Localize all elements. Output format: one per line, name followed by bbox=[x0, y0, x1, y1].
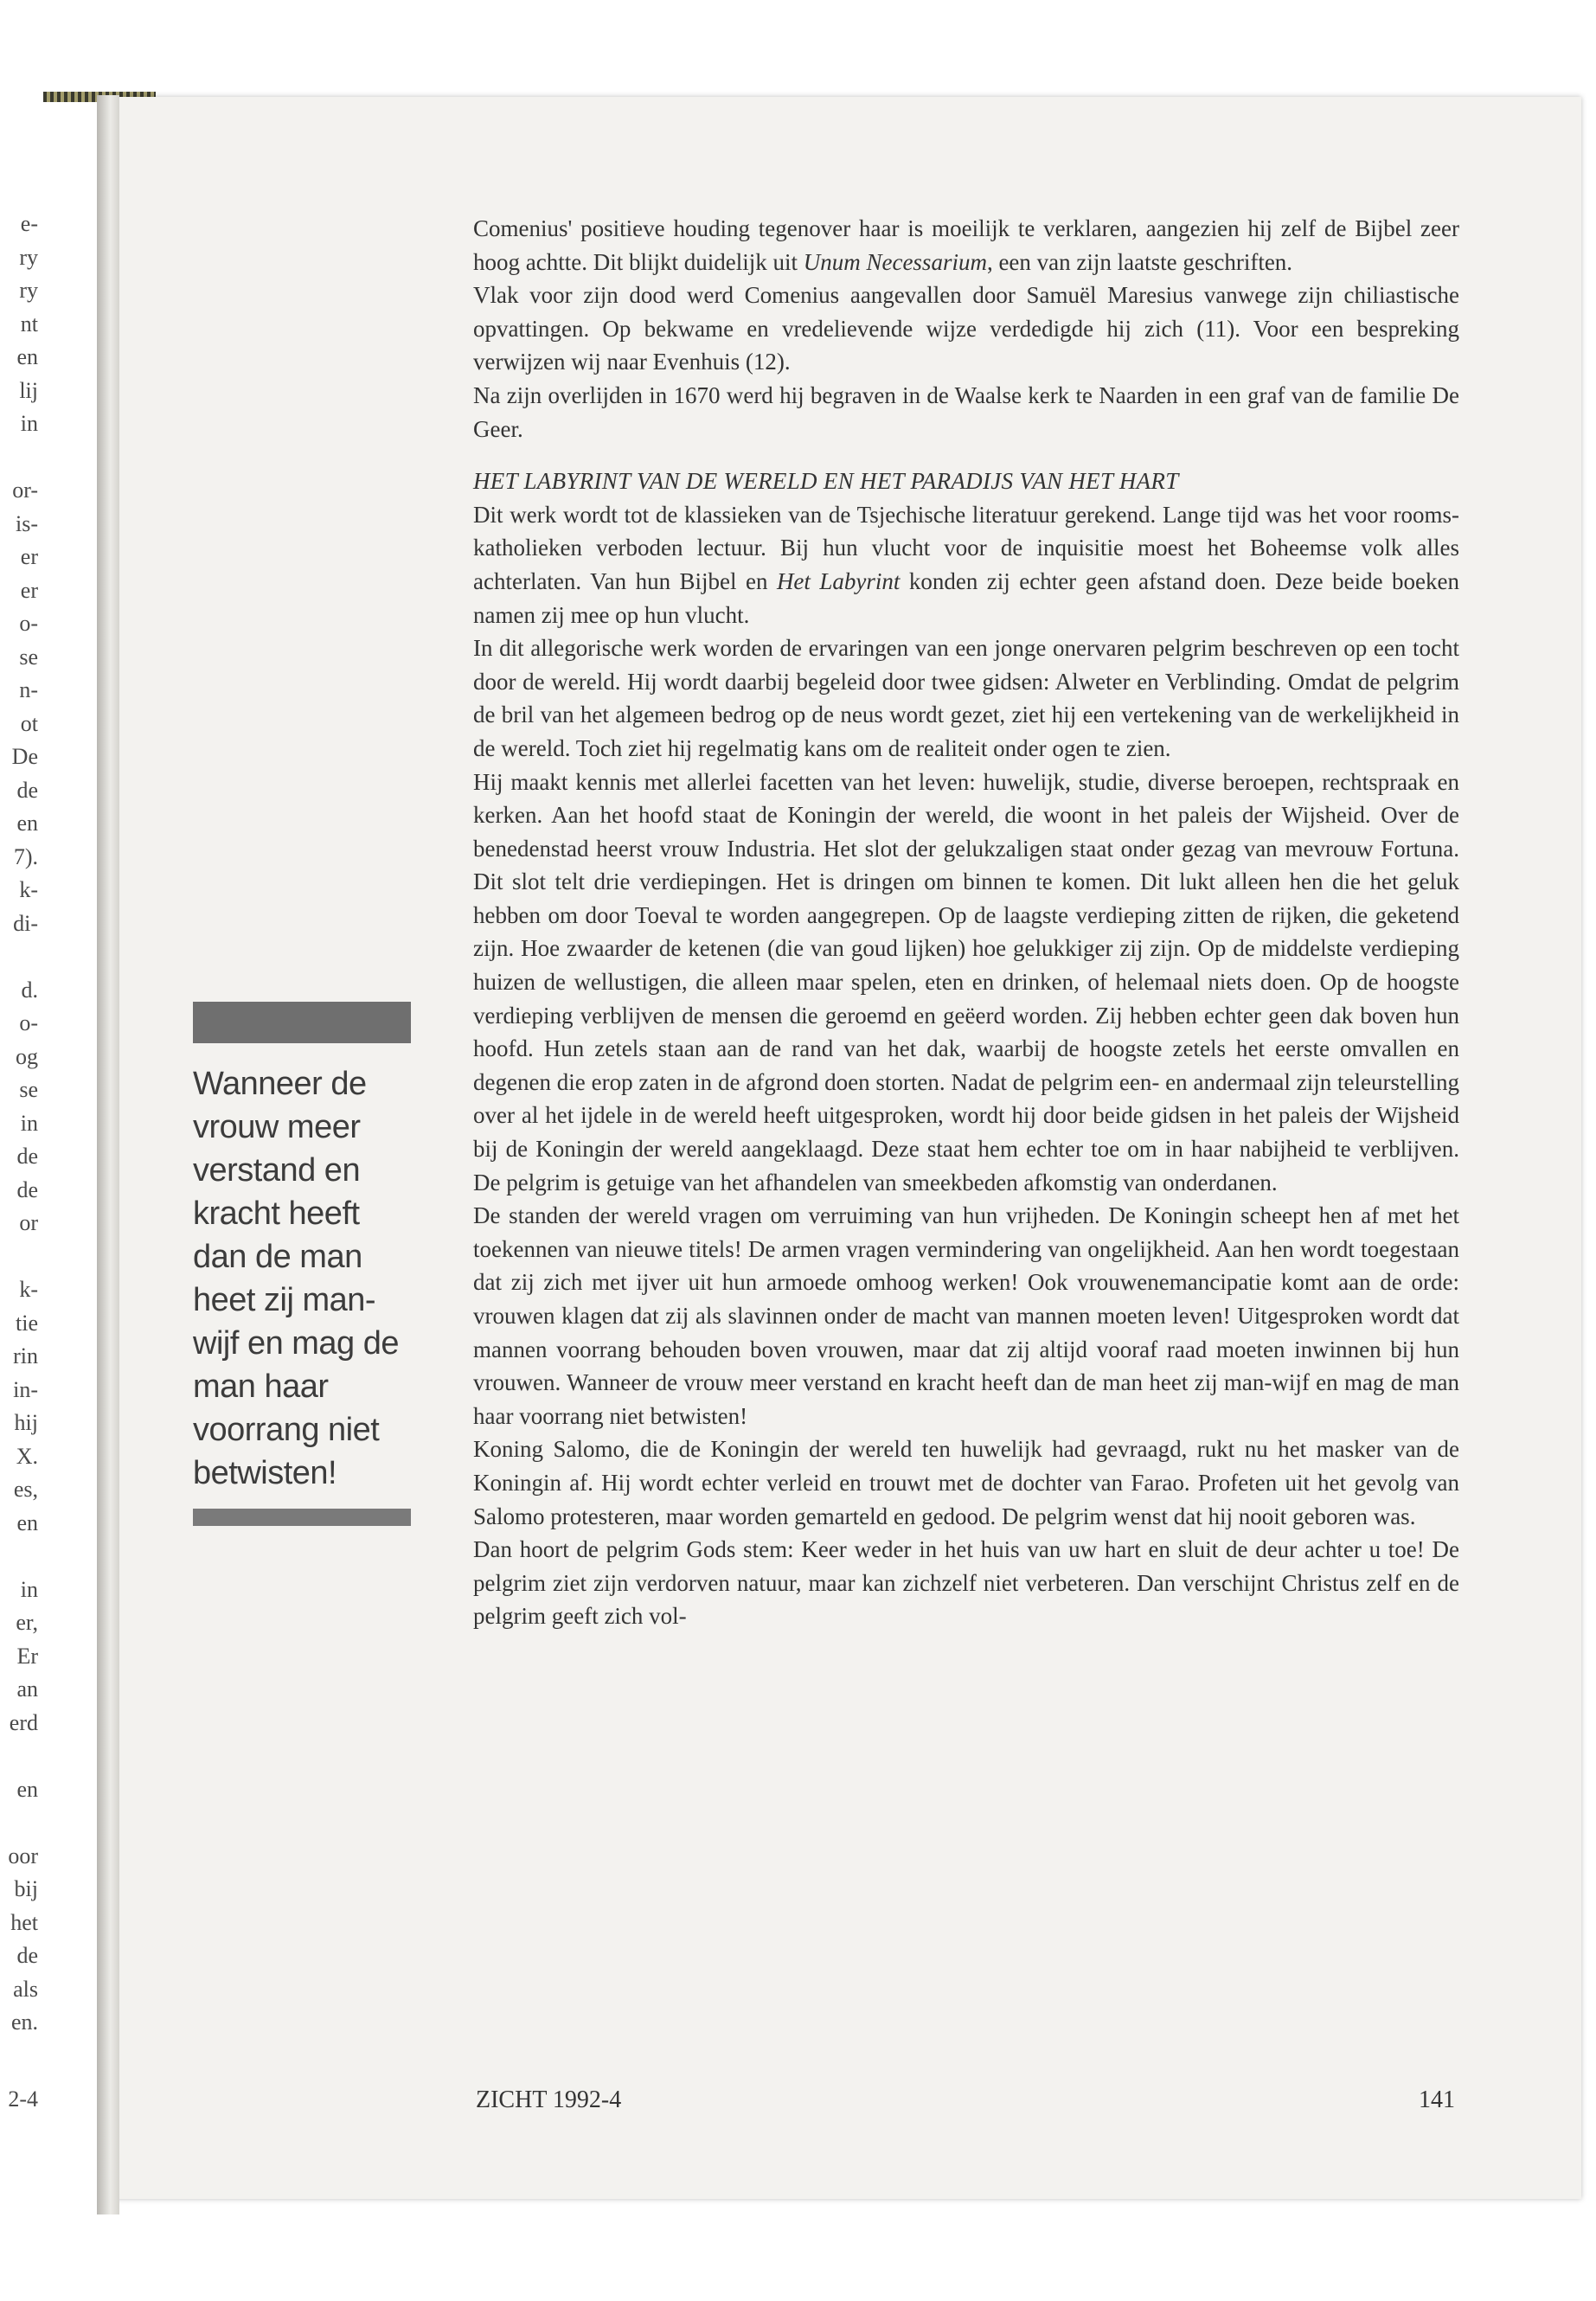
margin-fragment: in- bbox=[13, 1376, 38, 1402]
margin-fragment: hij bbox=[14, 1410, 38, 1435]
pull-quote bbox=[193, 1002, 418, 1526]
paragraph: Koning Salomo, die de Koningin der wereld ten huwelijk had gevraagd, rukt nu het masker van de Koningin af. Hij wordt echter verleid en trouwt met de dochter van Farao. Profeten uit het gevolg van Salomo protesteren, maar worden gemarteld en gedood. De pelgrim wenst dat hij nooit geboren was. bbox=[473, 1436, 1459, 1529]
margin-fragment bbox=[0, 1806, 38, 1840]
paragraph: In dit allegorische werk worden de ervaringen van een jonge onervaren pelgrim beschreven op een tocht door de wereld. Hij wordt daarbij begeleid door twee gidsen: Alweter en Verblinding. Omdat de pelgrim de bril van het algemeen bedrog op de neus wordt gezet, ziet hij een vertekening van de werkelijkheid in de wereld. Toch ziet hij regelmatig kans om de realiteit onder ogen te zien. bbox=[473, 635, 1459, 761]
margin-fragment: erd bbox=[9, 1709, 38, 1735]
margin-fragment bbox=[0, 441, 38, 475]
margin-fragment: se bbox=[19, 1077, 38, 1102]
margin-fragment: o- bbox=[19, 1010, 38, 1035]
paragraph: Vlak voor zijn dood werd Comenius aangevallen door Samuël Maresius vanwege zijn chiliastische opvattingen. Op bekwame en vredelievende wijze verdedigde hij zich (11). Voor een bespreking verwijzen wij naar Evenhuis (12). bbox=[473, 282, 1459, 375]
margin-fragment: an bbox=[16, 1676, 38, 1702]
margin-fragment: 7). bbox=[13, 843, 38, 869]
paragraph: Dit werk wordt tot de klassieken van de Tsjechische literatuur gerekend. Lange tijd was het voor rooms-katholieken verboden lectuur. Bij hun vlucht voor de inquisitie moest het Boheemse volk alles achterlaten. Van hun Bijbel en Het Labyrint konden zij echter geen afstand doen. Deze beide boeken namen zij mee op hun vlucht. bbox=[473, 501, 1459, 628]
margin-fragment: di- bbox=[13, 910, 38, 936]
margin-fragment: k- bbox=[19, 877, 38, 902]
paragraph: Na zijn overlijden in 1670 werd hij begraven in de Waalse kerk te Naarden in een graf van de familie De Geer. bbox=[473, 381, 1459, 442]
margin-fragment: or bbox=[19, 1210, 38, 1235]
margin-fragment: es, bbox=[13, 1477, 38, 1502]
margin-fragment: e- bbox=[20, 211, 38, 236]
section-heading: HET LABYRINT VAN DE WERELD EN HET PARADIJS VAN HET HART bbox=[473, 468, 1179, 495]
margin-fragment: bij bbox=[14, 1876, 38, 1901]
pull-quote-top-bar bbox=[193, 1002, 411, 1043]
margin-fragment: is- bbox=[16, 510, 38, 536]
margin-fragment: d. bbox=[21, 977, 38, 1003]
page-number: 141 bbox=[1419, 2086, 1455, 2113]
paragraph: Comenius' positieve houding tegenover haar is moeilijk te verklaren, aangezien hij zelf de Bijbel zeer hoog achtte. Dit blijkt duidelijk uit Unum Necessarium, een van zijn laatste geschriften. bbox=[473, 215, 1459, 275]
pull-quote-text: Wanneer de vrouw meer verstand en kracht heeft dan de man heet zij man-wijf en mag de man haar voorrang niet betwisten! bbox=[193, 1066, 400, 1491]
margin-fragment: in bbox=[20, 411, 38, 436]
margin-fragment bbox=[0, 1240, 38, 1274]
book-title: Het Labyrint bbox=[776, 567, 901, 594]
margin-fragment: en bbox=[16, 811, 38, 836]
margin-fragment: o- bbox=[19, 611, 38, 636]
margin-fragment: er bbox=[20, 577, 38, 603]
paragraph: Hij maakt kennis met allerlei facetten van het leven: huwelijk, studie, diverse beroepen, rechtspraak en kerken. Aan het hoofd staat de Koningin der wereld, die woont in het paleis der Wijsheid. Over de benedenstad heerst vrouw Industria. Het slot der gelukzaligen staat onder gezag van mevrouw Fortuna. Dit slot telt drie verdiepingen. Het is dringen om binnen te komen. Dit lukt alleen hen die het geluk hebben om door Toeval te worden aangegrepen. Op de laagste verdieping zitten de rijken, die geketend zijn. Hoe zwaarder de ketenen (die van goud lijken) hoe gelukkiger zij zijn. Op de middelste verdieping huizen de wellustigen, die alleen maar spelen, eten en drinken, of helemaal niets doen. Op de hoogste verdieping verblijven de mensen die geroemd en geëerd worden. Zij hebben echter geen dak boven hun hoofd. Hun zetels staan aan de rand van het dak, waarbij de hoogste zetels het eerste omvallen en degenen die erop zaten in de afgrond doen storten. Nadat de pelgrim een- en andermaal zijn teleurstelling over al het ijdele in de wereld heeft uitgesproken, wordt hij door beide gidsen in het paleis der Wijsheid bij de Koningin der wereld aangeklaagd. Deze staat hem echter toe om in haar nabijheid te verblijven. De pelgrim is getuige van het afhandelen van smeekbeden afkomstig van onderdanen. bbox=[473, 768, 1459, 1195]
margin-fragment: het bbox=[10, 1909, 38, 1935]
margin-fragment: rin bbox=[13, 1343, 38, 1368]
margin-fragment: or- bbox=[12, 478, 38, 503]
paragraph: De standen der wereld vragen om verruiming van hun vrijheden. De Koningin scheept hen af met het toekennen van nieuwe titels! De armen vragen vermindering van ongelijkheid. Aan hen wordt toegestaan dat zij zich met ijver uit hun armoede omhoog werken! Ook vrouwenemancipatie komt aan de orde: vrouwen klagen dat zij als slavinnen onder de macht van mannen moeten leven! Uitgesproken wordt dat mannen voorrang behouden boven vrouwen, maar dat zij altijd vooraf raad moeten inwinnen bij hun vrouwen. Wanneer de vrouw meer verstand en kracht heeft dan de man heet zij man-wijf en mag de man haar voorrang niet betwisten! bbox=[473, 1202, 1459, 1429]
margin-fragment: ry bbox=[19, 244, 38, 270]
margin-fragment: n- bbox=[19, 677, 38, 702]
margin-fragment: en bbox=[16, 1776, 38, 1802]
margin-fragment: en. bbox=[10, 2009, 38, 2035]
margin-fragment: in bbox=[20, 1576, 38, 1602]
margin-fragment: tie bbox=[16, 1310, 38, 1336]
margin-fragment: de bbox=[16, 777, 38, 803]
margin-fragment: en bbox=[16, 344, 38, 369]
margin-fragment: ry bbox=[19, 278, 38, 303]
margin-fragment: se bbox=[19, 644, 38, 670]
margin-fragment: og bbox=[16, 1043, 38, 1069]
margin-fragment: er, bbox=[16, 1610, 38, 1635]
previous-page-edge bbox=[0, 208, 38, 2040]
margin-fragment: de bbox=[16, 1144, 38, 1169]
book-spine bbox=[97, 95, 119, 2214]
margin-fragment: de bbox=[16, 1176, 38, 1202]
previous-page-number: 2-4 bbox=[8, 2086, 38, 2112]
margin-fragment bbox=[0, 940, 38, 974]
margin-fragment bbox=[0, 1540, 38, 1574]
article-body bbox=[473, 212, 1459, 1633]
margin-fragment: X. bbox=[16, 1443, 38, 1469]
book-title: Unum Necessarium bbox=[803, 248, 987, 275]
margin-fragment: en bbox=[16, 1509, 38, 1535]
margin-fragment: oor bbox=[8, 1843, 38, 1868]
margin-fragment bbox=[0, 1740, 38, 1773]
margin-fragment: De bbox=[11, 744, 38, 769]
margin-fragment: ot bbox=[20, 710, 38, 736]
journal-footer: ZICHT 1992-4 bbox=[476, 2086, 622, 2113]
margin-fragment: Er bbox=[16, 1643, 38, 1669]
paragraph: Dan hoort de pelgrim Gods stem: Keer weder in het huis van uw hart en sluit de deur achter u toe! De pelgrim ziet zijn verdorven natuur, maar kan zichzelf niet verbeteren. Dan verschijnt Christus zelf en de pelgrim geeft zich vol- bbox=[473, 1536, 1459, 1630]
margin-fragment: in bbox=[20, 1110, 38, 1136]
pull-quote-bottom-bar bbox=[193, 1509, 411, 1526]
margin-fragment: nt bbox=[20, 311, 38, 336]
margin-fragment: de bbox=[16, 1943, 38, 1968]
margin-fragment: k- bbox=[19, 1277, 38, 1302]
margin-fragment: als bbox=[13, 1976, 38, 2002]
margin-fragment: lij bbox=[19, 377, 38, 403]
margin-fragment: er bbox=[20, 544, 38, 569]
